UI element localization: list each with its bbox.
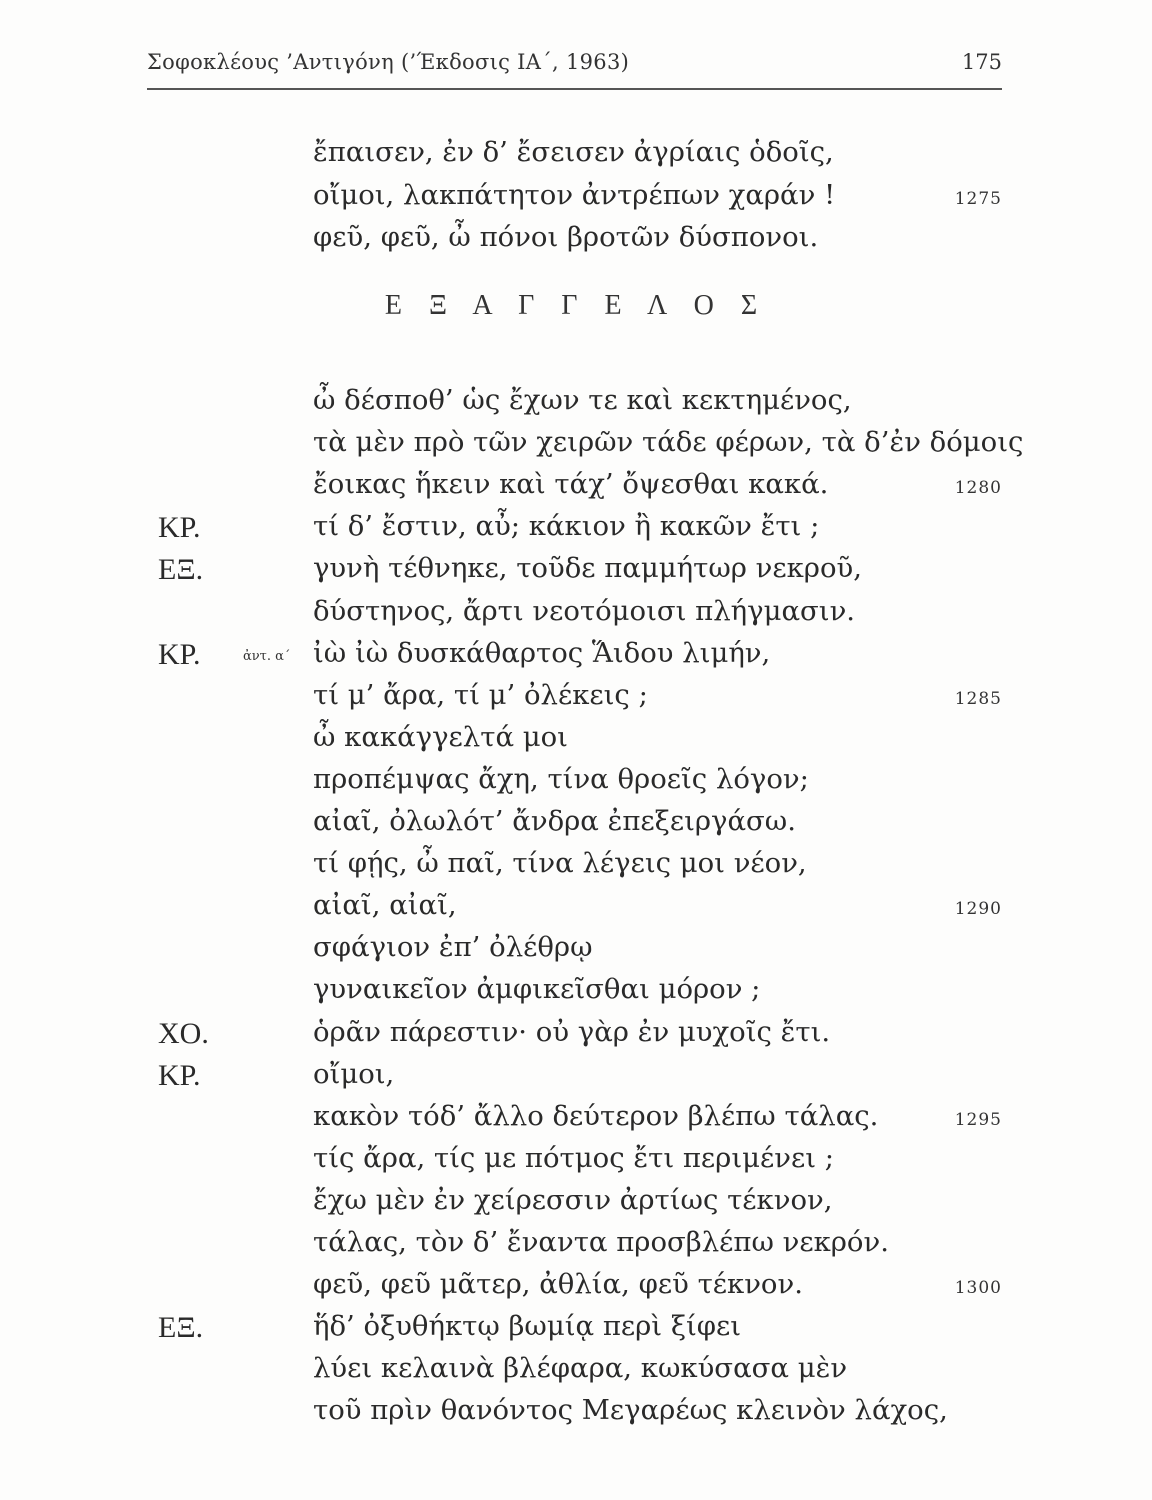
verse-line bbox=[0, 1012, 1152, 1054]
speaker-label: ΚΡ. bbox=[158, 511, 201, 545]
verse-text: γυναικεῖον ἀμφικεῖσθαι μόρον ; bbox=[313, 973, 761, 1006]
verse-line bbox=[0, 1096, 1152, 1138]
verse-line bbox=[0, 380, 1152, 422]
verse-text: ἔχω μὲν ἐν χείρεσσιν ἀρτίως τέκνον, bbox=[313, 1183, 833, 1216]
verse-text: αἰαῖ, αἰαῖ, bbox=[313, 889, 457, 922]
verse-text: ὁρᾶν πάρεστιν· οὐ γὰρ ἐν μυχοῖς ἔτι. bbox=[313, 1015, 831, 1048]
header-rule bbox=[147, 88, 1002, 90]
verse-line bbox=[0, 717, 1152, 759]
verse-text: γυνὴ τέθνηκε, τοῦδε παμμήτωρ νεκροῦ, bbox=[313, 552, 862, 585]
verse-line bbox=[0, 885, 1152, 927]
verse-text: οἴμοι, bbox=[313, 1057, 395, 1090]
verse-line bbox=[0, 1054, 1152, 1096]
verse-text: τί μ’ ἄρα, τί μ’ ὀλέκεις ; bbox=[313, 678, 648, 711]
verse-line bbox=[0, 217, 1152, 259]
speaker-label: ΚΡ. bbox=[158, 637, 201, 671]
verse-line bbox=[0, 1306, 1152, 1348]
verse-text: σφάγιον ἐπ’ ὀλέθρῳ bbox=[313, 931, 593, 964]
speaker-label: ΕΞ. bbox=[158, 1311, 204, 1345]
verse-line bbox=[0, 1222, 1152, 1264]
verse-line bbox=[0, 1138, 1152, 1180]
verse-line bbox=[0, 422, 1152, 464]
verse-line bbox=[0, 759, 1152, 801]
verse-text: δύστηνος, ἄρτι νεοτόμοισι πλήγμασιν. bbox=[313, 594, 856, 627]
verse-text: τάλας, τὸν δ’ ἔναντα προσβλέπω νεκρόν. bbox=[313, 1226, 889, 1258]
line-number: 1295 bbox=[954, 1109, 1002, 1130]
verse-text: φεῦ, φεῦ μᾶτερ, ἀθλία, φεῦ τέκνον. bbox=[313, 1268, 803, 1301]
page-number: 175 bbox=[961, 50, 1002, 74]
verse-text: ἥδ’ ὀξυθήκτῳ βωμίᾳ περὶ ξίφει bbox=[313, 1310, 742, 1343]
verse-text: φεῦ, φεῦ, ὦ πόνοι βροτῶν δύσπονοι. bbox=[313, 221, 819, 253]
verse-text: ὦ κακάγγελτά μοι bbox=[313, 720, 568, 753]
verse-text: προπέμψας ἄχη, τίνα θροεῖς λόγον; bbox=[313, 762, 809, 795]
verse-text: ἔπαισεν, ἐν δ’ ἔσεισεν ἀγρίαις ὁδοῖς, bbox=[313, 136, 834, 168]
verse-text: τίς ἄρα, τίς με πότμος ἔτι περιμένει ; bbox=[313, 1141, 834, 1174]
speaker-label: ΧΟ. bbox=[158, 1016, 209, 1050]
verse-line bbox=[0, 927, 1152, 969]
verse-text: τί δ’ ἔστιν, αὖ; κάκιον ἢ κακῶν ἔτι ; bbox=[313, 510, 820, 543]
verse-line bbox=[0, 548, 1152, 590]
verse-text: κακὸν τόδ’ ἄλλο δεύτερον βλέπω τάλας. bbox=[313, 1099, 879, 1132]
verse-text: τί φῄς, ὦ παῖ, τίνα λέγεις μοι νέον, bbox=[313, 847, 807, 880]
strophe-marker: ἀντ. α΄ bbox=[243, 648, 291, 664]
verse-text: ὦ δέσποθ’ ὡς ἔχων τε καὶ κεκτημένος, bbox=[313, 384, 852, 416]
verse-line bbox=[0, 132, 1152, 174]
verse-line bbox=[0, 1264, 1152, 1306]
verse-text: τὰ μὲν πρὸ τῶν χειρῶν τάδε φέρων, τὰ δ’ἐν δόμοις bbox=[313, 426, 1024, 459]
verse-line bbox=[0, 175, 1152, 217]
verse-text: αἰαῖ, ὀλωλότ’ ἄνδρα ἐπεξειργάσω. bbox=[313, 805, 796, 837]
speaker-label: ΚΡ. bbox=[158, 1058, 201, 1092]
verse-line bbox=[0, 633, 1152, 675]
header-bar bbox=[147, 50, 1002, 80]
line-number: 1275 bbox=[954, 188, 1002, 209]
line-number: 1285 bbox=[954, 688, 1002, 709]
verse-line bbox=[0, 464, 1152, 506]
verse-line bbox=[0, 591, 1152, 633]
verse-text: λύει κελαινὰ βλέφαρα, κωκύσασα μὲν bbox=[313, 1352, 848, 1385]
line-number: 1280 bbox=[954, 478, 1002, 499]
verse-text: ἔοικας ἥκειν καὶ τάχ’ ὄψεσθαι κακά. bbox=[313, 468, 829, 501]
verse-line bbox=[0, 1348, 1152, 1390]
verse-line bbox=[0, 1180, 1152, 1222]
verse-text: οἴμοι, λακπάτητον ἀντρέπων χαράν ! bbox=[313, 178, 836, 211]
verse-line bbox=[0, 506, 1152, 548]
verse-line bbox=[0, 843, 1152, 885]
line-number: 1300 bbox=[954, 1278, 1002, 1299]
verse-text: τοῦ πρὶν θανόντος Μεγαρέως κλεινὸν λάχος, bbox=[313, 1394, 948, 1427]
verse-text: ἰὼ ἰὼ δυσκάθαρτος Ἅιδου λιμήν, bbox=[313, 636, 771, 669]
verse-line bbox=[0, 1390, 1152, 1432]
line-number: 1290 bbox=[954, 899, 1002, 920]
verse-line bbox=[0, 801, 1152, 843]
header-title: Σοφοκλέους ’Αντιγόνη (’Έκδοσις ΙΑ΄, 1963) bbox=[147, 50, 630, 74]
speaker-label: ΕΞ. bbox=[158, 553, 204, 587]
verse-line bbox=[0, 969, 1152, 1011]
verse-line bbox=[0, 675, 1152, 717]
speaker-heading: Ε Ξ Α Γ Γ Ε Λ Ο Σ bbox=[384, 290, 768, 321]
